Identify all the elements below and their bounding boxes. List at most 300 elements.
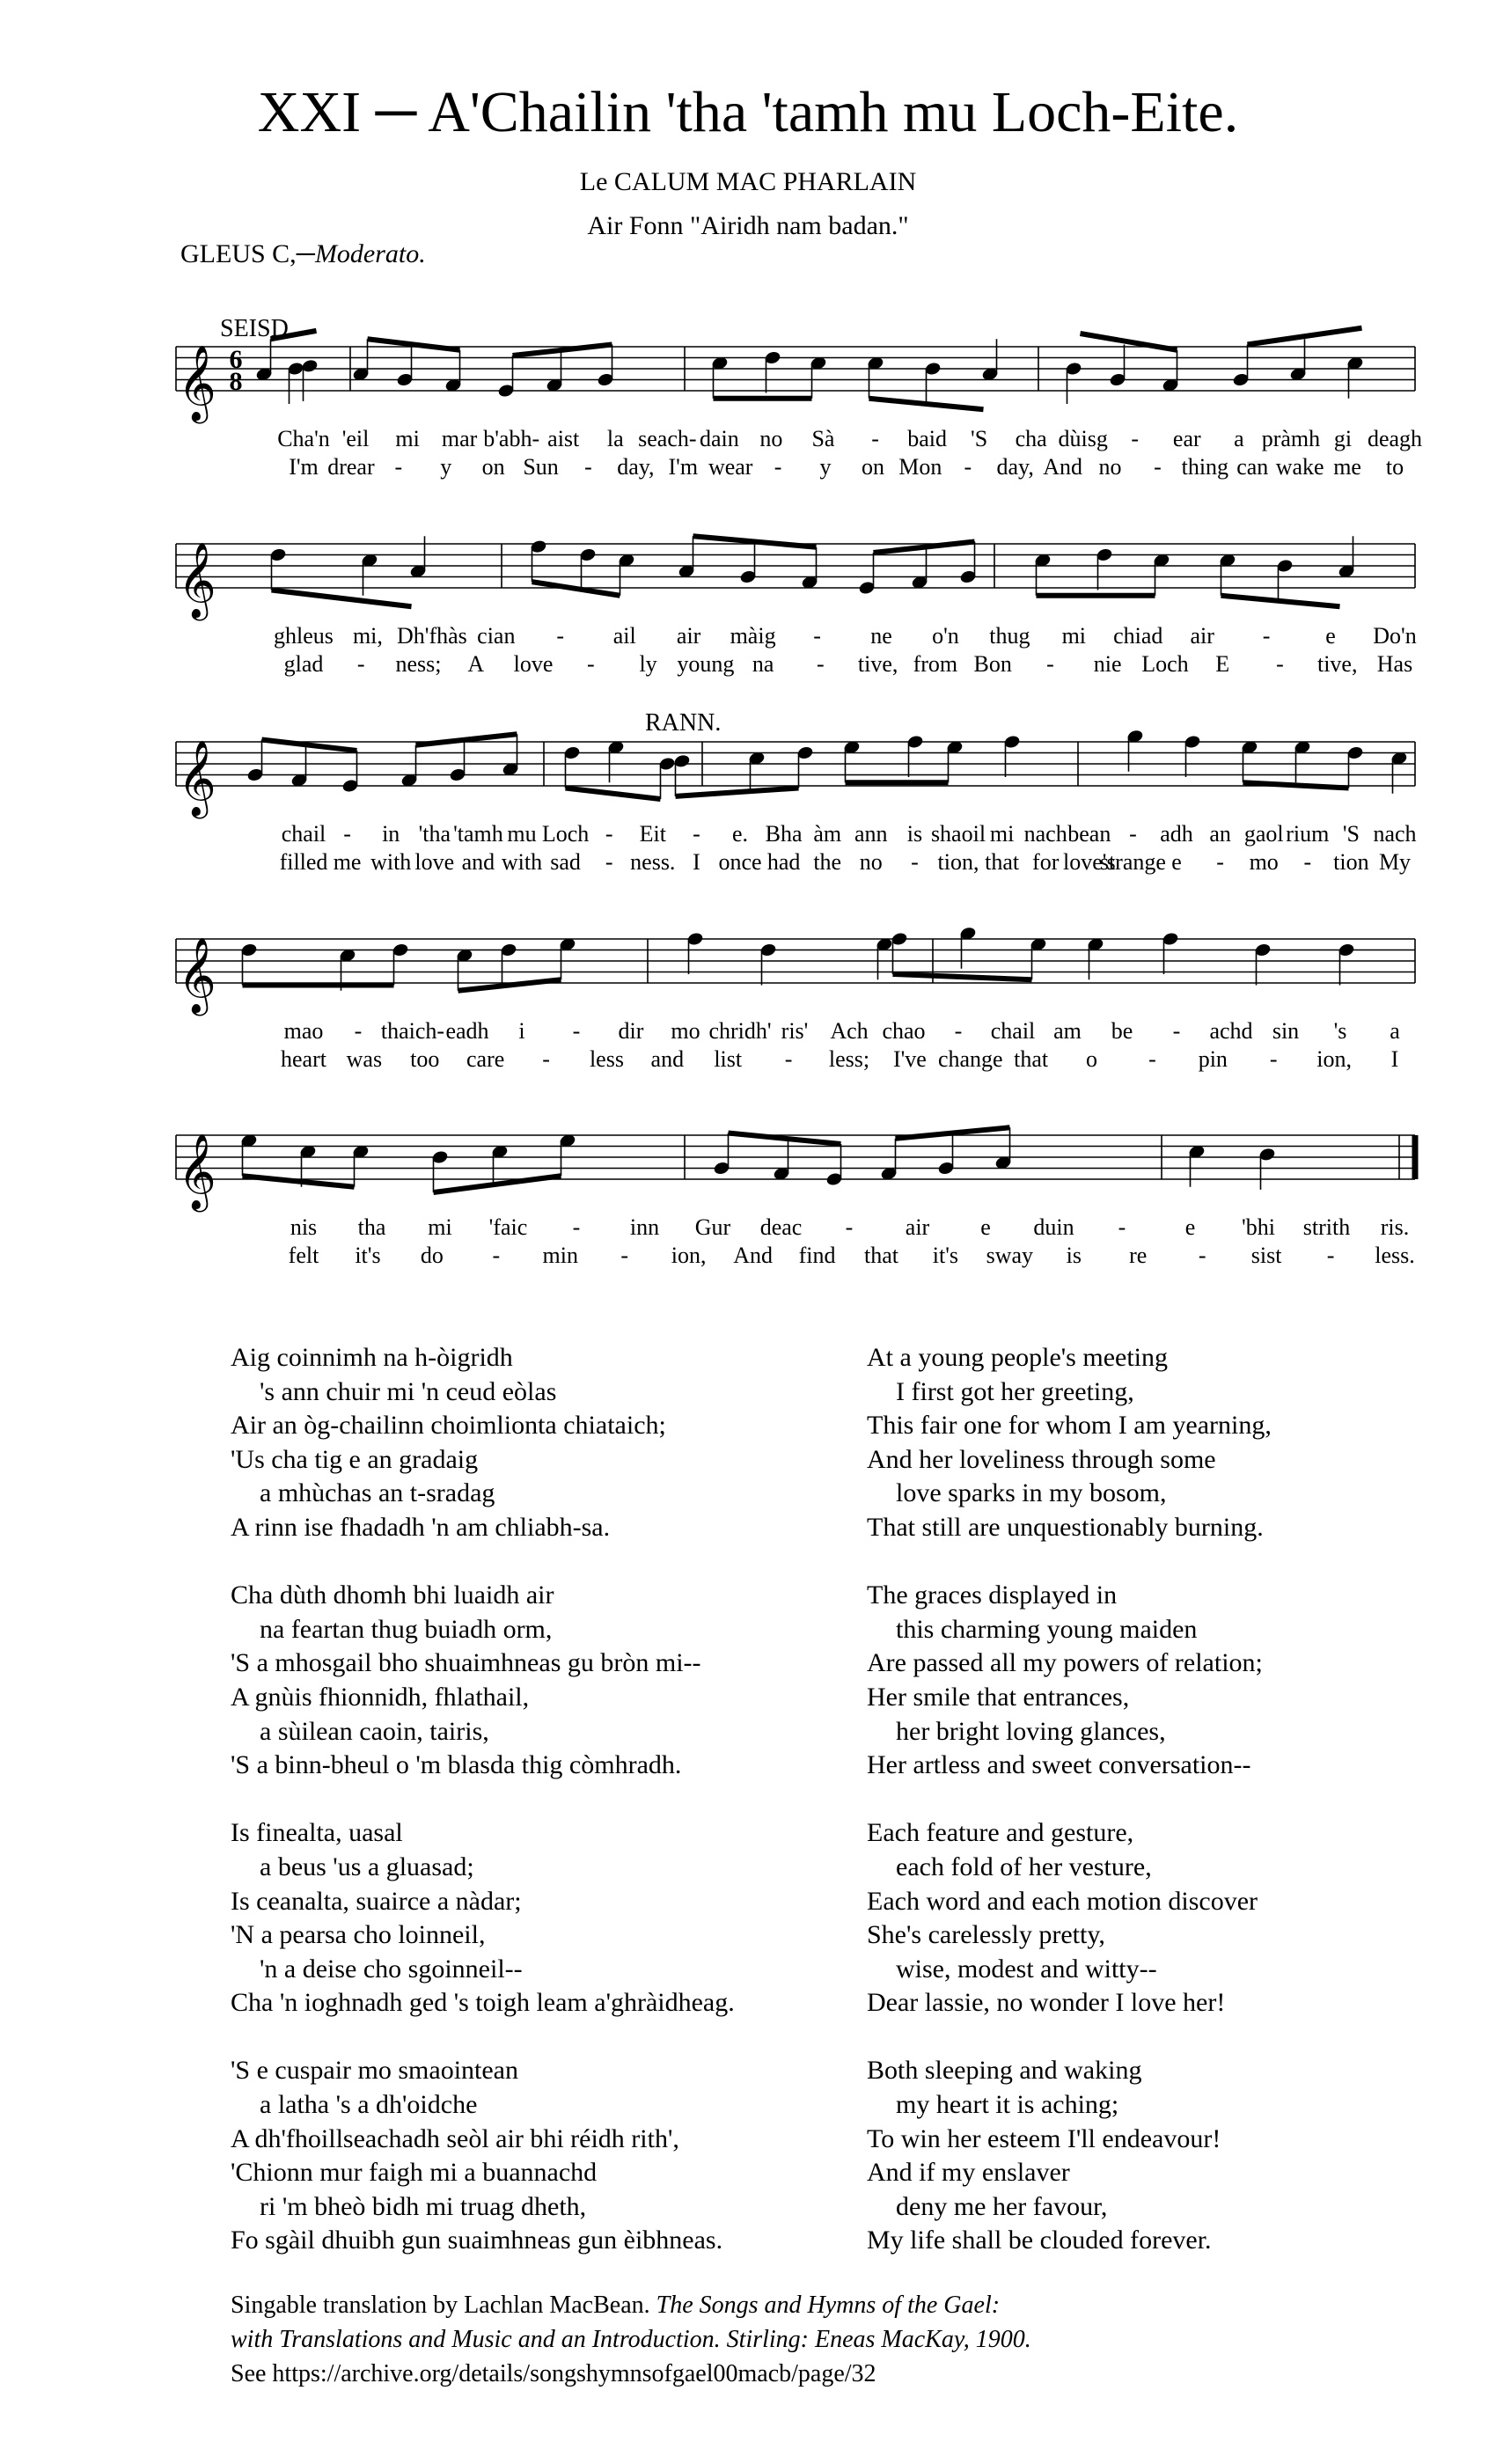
verse-line: 'S e cuspair mo smaointean	[231, 2056, 518, 2086]
lyric-syllable: -	[605, 849, 613, 875]
key-label: GLEUS C,─	[180, 239, 315, 268]
verse-line: Is ceanalta, suairce a nàdar;	[231, 1886, 522, 1916]
lyric-syllable: had	[766, 849, 801, 875]
beam	[566, 788, 661, 800]
lyric-syllable: inn	[629, 1214, 660, 1240]
lyric-syllable: no	[759, 426, 783, 451]
beam	[676, 788, 799, 796]
lyric-syllable: mi,	[352, 623, 383, 649]
lyric-syllable: Eit	[639, 821, 666, 847]
verse-line: Her artless and sweet conversation--	[867, 1750, 1251, 1780]
lyric-syllable: ear	[1172, 426, 1201, 451]
beam	[368, 339, 460, 350]
lyric-syllable: -	[356, 651, 365, 677]
lyric-syllable: 'S	[1342, 821, 1360, 847]
lyric-syllable: I'm	[289, 454, 319, 480]
lyric-syllable: gi	[1333, 426, 1353, 451]
lyric-syllable: and	[461, 849, 495, 875]
lyric-syllable: Dh'fhàs	[396, 623, 467, 649]
lyric-syllable: mo	[671, 1018, 700, 1044]
tempo-marking: Moderato.	[314, 239, 426, 268]
lyric-syllable: -	[1262, 623, 1271, 649]
lyric-syllable: Bha	[765, 821, 803, 847]
gaelic-stanza	[231, 1816, 735, 2020]
lyric-syllable: is	[906, 821, 923, 847]
lyric-syllable: o'n	[932, 623, 959, 649]
verse-line: 'N a pearsa cho loinneil,	[231, 1920, 486, 1950]
lyric-syllable: no	[1098, 454, 1122, 480]
lyric-syllable: with	[370, 849, 412, 875]
lyric-syllable: love	[414, 849, 455, 875]
verse-line: a sùilean caoin, tairis,	[260, 1716, 489, 1746]
lyric-syllable: màig	[730, 623, 776, 649]
song-author: Le CALUM MAC PHARLAIN	[579, 167, 917, 196]
lyric-syllable: felt	[288, 1243, 319, 1268]
lyric-syllable: duin	[1033, 1214, 1074, 1240]
lyric-syllable: min	[542, 1243, 578, 1268]
lyric-syllable: too	[410, 1046, 440, 1072]
lyric-syllable: mi	[1061, 623, 1087, 649]
verse-line: a latha 's a dh'oidche	[260, 2090, 478, 2120]
lyric-syllable: baid	[907, 426, 947, 451]
lyric-syllable: o	[1086, 1046, 1098, 1072]
lyric-syllable: to	[1385, 454, 1404, 480]
verse-line: Each feature and gesture,	[867, 1818, 1134, 1848]
lyric-syllable: ion,	[671, 1243, 707, 1268]
verse-line: This fair one for whom I am yearning,	[867, 1411, 1272, 1441]
gaelic-stanza	[231, 1579, 735, 1783]
lyric-syllable: -	[817, 651, 825, 677]
lyric-syllable: -	[1148, 1046, 1156, 1072]
lyric-syllable: e	[1171, 849, 1182, 875]
lyric-syllable: it's	[355, 1243, 381, 1268]
lyric-syllable: sway	[986, 1243, 1034, 1268]
lyric-syllable: on	[481, 454, 505, 480]
english-stanza	[867, 1579, 1272, 1783]
lyric-syllable: me	[1333, 454, 1361, 480]
book-details: with Translations and Music and an Introduction. Stirling: Eneas MacKay, 1900.	[231, 2326, 1031, 2353]
english-stanza	[867, 1341, 1272, 1545]
lyric-syllable: tive,	[1316, 651, 1358, 677]
lyric-syllable: filled	[279, 849, 328, 875]
lyric-syllable: -	[572, 1018, 581, 1044]
english-stanza	[867, 1816, 1272, 2020]
source-citation	[231, 2288, 1031, 2391]
verse-line: Cha dùth dhomh bhi luaidh air	[231, 1580, 554, 1610]
verse-line: 'Chionn mur faigh mi a buannachd	[231, 2158, 598, 2188]
lyric-syllable: 'tha	[418, 821, 451, 847]
lyric-syllable: -	[845, 1214, 854, 1240]
gaelic-stanza	[231, 1341, 735, 1545]
lyric-syllable: adh	[1160, 821, 1193, 847]
lyric-syllable: deac	[759, 1214, 803, 1240]
lyric-syllable: cian	[477, 623, 516, 649]
lyric-syllable: -	[964, 454, 972, 480]
lyric-syllable: is	[1066, 1243, 1082, 1268]
lyric-syllable: seach-	[638, 426, 697, 451]
lyric-syllable: drear	[327, 454, 375, 480]
beam	[1081, 334, 1177, 350]
lyric-syllable: an	[1209, 821, 1231, 847]
lyric-syllable: ghleus	[274, 623, 334, 649]
lyric-syllable: -	[572, 1214, 581, 1240]
lyric-syllable: tion	[1333, 849, 1369, 875]
lyric-syllable: once	[718, 849, 762, 875]
lyric-syllable: A	[467, 651, 485, 677]
lyric-syllable: chridh'	[708, 1018, 772, 1044]
lyric-syllable: -	[1154, 454, 1162, 480]
lyric-syllable: do	[420, 1243, 444, 1268]
lyric-syllable: -	[693, 821, 700, 847]
lyric-syllable: y	[819, 454, 832, 480]
verse-line: That still are unquestionably burning.	[867, 1512, 1264, 1542]
lyric-syllable: sad	[550, 849, 581, 875]
treble-clef-icon: 𝄞	[178, 937, 216, 1013]
lyric-syllable: day,	[617, 454, 655, 480]
verse-line: wise, modest and witty--	[896, 1954, 1157, 1984]
verse-line: 'S a binn-bheul o 'm blasda thig còmhradh.	[231, 1750, 682, 1780]
lyric-syllable: chiad	[1113, 623, 1163, 649]
lyric-syllable: -	[954, 1018, 963, 1044]
lyric-syllable: heart	[281, 1046, 326, 1072]
lyric-syllable: Bon	[973, 651, 1012, 677]
lyric-syllable: find	[798, 1243, 836, 1268]
lyric-syllable: mi	[428, 1214, 452, 1240]
lyric-syllable: la	[606, 426, 624, 451]
verse-line: 'n a deise cho sgoinneil--	[260, 1954, 523, 1984]
lyric-syllable: cha	[1015, 426, 1047, 451]
lyric-syllable: 'tamh	[453, 821, 503, 847]
verse-line: Fo sgàil dhuibh gun suaimhneas gun èibhneas.	[231, 2226, 723, 2255]
verse-line: a beus 'us a gluasad;	[260, 1852, 474, 1881]
lyric-syllable: less	[589, 1046, 624, 1072]
lyric-syllable: -	[343, 821, 351, 847]
verse-line: A dh'fhoillseachadh seòl air bhi réidh rith',	[231, 2123, 679, 2153]
lyric-syllable: can	[1236, 454, 1269, 480]
lyric-syllable: chail	[990, 1018, 1036, 1044]
section-label-seisd: SEISD.	[220, 315, 295, 342]
time-signature-bottom: 8	[229, 367, 243, 396]
beam	[272, 590, 412, 607]
citation-line-3: See https://archive.org/details/songshymnsofgael00macb/page/32	[231, 2360, 876, 2387]
lyric-syllable: ness.	[630, 849, 676, 875]
verse-line: her bright loving glances,	[896, 1716, 1166, 1746]
lyric-syllable: -	[584, 454, 592, 480]
verse-line: my heart it is aching;	[896, 2090, 1119, 2120]
tune-name: Air Fonn "Airidh nam badan."	[587, 211, 909, 240]
lyric-syllable: aist	[547, 426, 580, 451]
beam	[243, 1176, 355, 1187]
lyric-syllable: sist	[1250, 1243, 1282, 1268]
lyric-syllable: Mon	[898, 454, 942, 480]
treble-clef-icon: 𝄞	[178, 542, 216, 618]
verse-line: A gnùis fhionnidh, fhlathail,	[231, 1682, 530, 1712]
lyric-syllable: for	[1032, 849, 1060, 875]
beam	[416, 734, 517, 745]
verse-line: And her loveliness through some	[867, 1444, 1216, 1474]
lyric-syllable: àm	[813, 821, 842, 847]
lyric-syllable: -	[605, 821, 613, 847]
verse-line: I first got her greeting,	[896, 1376, 1134, 1406]
citation-line-2	[231, 2322, 1031, 2357]
citation-line-1	[231, 2288, 1031, 2322]
verse-line: ri 'm bheò bidh mi truag dheth,	[260, 2191, 587, 2221]
lyric-syllable: -	[620, 1243, 629, 1268]
lyric-syllable: -	[586, 651, 595, 677]
lyric-syllable: Sun	[523, 454, 559, 480]
lyric-syllable: air	[1190, 623, 1214, 649]
lyric-syllable: air	[905, 1214, 930, 1240]
lyric-syllable: thaich-	[380, 1018, 445, 1044]
lyric-syllable: 'faic	[488, 1214, 528, 1240]
lyric-syllable: mi	[395, 426, 420, 451]
lyric-syllable: air	[676, 623, 701, 649]
book-title: The Songs and Hymns of the Gael:	[656, 2292, 1001, 2319]
verse-line: At a young people's meeting	[867, 1343, 1168, 1372]
lyric-syllable: nis	[290, 1214, 318, 1240]
lyric-syllable: -	[1276, 651, 1284, 677]
lyric-syllable: ris.	[1380, 1214, 1410, 1240]
lyric-syllable: ly	[639, 651, 657, 677]
lyric-syllable: Ach	[830, 1018, 869, 1044]
lyric-syllable: b'abh-	[483, 426, 540, 451]
verse-line: Dear lassie, no wonder I love her!	[867, 1988, 1226, 2018]
lyric-syllable: ann	[854, 821, 888, 847]
lyric-syllable: re	[1129, 1243, 1148, 1268]
lyric-syllable: ne	[870, 623, 892, 649]
lyric-syllable: Has	[1376, 651, 1413, 677]
lyric-syllable: 's	[1333, 1018, 1347, 1044]
lyric-syllable: e	[1325, 623, 1336, 649]
lyric-syllable: in	[382, 821, 400, 847]
verse-line: a mhùchas an t-sradag	[260, 1478, 495, 1508]
gaelic-stanza	[231, 2054, 735, 2258]
lyric-syllable: mao	[283, 1018, 324, 1044]
lyric-syllable: ness;	[395, 651, 442, 677]
lyric-syllable: strith	[1302, 1214, 1351, 1240]
verse-line: And if my enslaver	[867, 2158, 1070, 2188]
lyric-syllable: it's	[932, 1243, 959, 1268]
english-verses	[867, 1341, 1272, 2292]
lyric-syllable: mi	[989, 821, 1015, 847]
lyric-syllable: -	[1118, 1214, 1126, 1240]
lyric-syllable: pràmh	[1261, 426, 1321, 451]
lyric-syllable: -	[556, 623, 565, 649]
lyric-syllable: -	[394, 454, 403, 480]
lyric-syllable: i	[518, 1018, 525, 1044]
lyric-syllable: strange	[1099, 849, 1166, 875]
verse-line: Aig coinnimh na h-òigridh	[231, 1343, 513, 1372]
lyric-syllable: -	[542, 1046, 550, 1072]
verse-line: each fold of her vesture,	[896, 1852, 1152, 1881]
lyric-syllable: And	[733, 1243, 773, 1268]
lyric-syllable: thug	[989, 623, 1030, 649]
lyric-syllable: wear	[708, 454, 753, 480]
verse-line: To win her esteem I'll endeavour!	[867, 2123, 1221, 2153]
lyric-syllable: love's	[1063, 849, 1116, 875]
lyric-syllable: mu	[507, 821, 537, 847]
lyric-syllable: love	[513, 651, 554, 677]
lyric-syllable: with	[501, 849, 543, 875]
lyric-syllable: a	[1234, 426, 1244, 451]
lyric-syllable: from	[913, 651, 958, 677]
lyric-syllable: deagh	[1367, 426, 1423, 451]
lyric-syllable: rium	[1286, 821, 1330, 847]
lyric-syllable: -	[813, 623, 821, 649]
lyric-syllable: dùisg	[1058, 426, 1108, 451]
lyric-syllable: thing	[1181, 454, 1229, 480]
lyric-syllable: was	[346, 1046, 383, 1072]
lyric-syllable: e	[1184, 1214, 1196, 1240]
lyric-syllable: change	[937, 1046, 1003, 1072]
lyric-syllable: Loch	[541, 821, 590, 847]
lyric-syllable: tha	[357, 1214, 386, 1240]
lyric-syllable: that	[985, 849, 1020, 875]
verse-line: Her smile that entrances,	[867, 1682, 1130, 1712]
lyric-syllable: 'S	[971, 426, 988, 451]
lyric-syllable: and	[650, 1046, 685, 1072]
lyric-syllable: 'bhi	[1242, 1214, 1275, 1240]
lyric-syllable: dain	[699, 426, 739, 451]
lyric-syllable: I	[1390, 1046, 1399, 1072]
lyric-syllable: -	[1172, 1018, 1181, 1044]
lyric-syllable: tion,	[937, 849, 979, 875]
lyric-syllable: glad	[283, 651, 324, 677]
lyric-syllable: I	[693, 849, 700, 875]
lyric-syllable: shaoil	[930, 821, 986, 847]
section-label-rann: RANN.	[645, 709, 722, 737]
lyric-syllable: And	[1043, 454, 1082, 480]
verse-line: 's ann chuir mi 'n ceud eòlas	[260, 1376, 557, 1406]
lyric-syllable: me	[333, 849, 362, 875]
lyric-syllable: -	[774, 454, 782, 480]
lyric-syllable: e	[980, 1214, 991, 1240]
beam	[1243, 782, 1349, 788]
lyric-syllable: dir	[618, 1018, 644, 1044]
verse-line: na feartan thug buiadh orm,	[260, 1614, 553, 1644]
lyric-syllable: tive,	[857, 651, 898, 677]
verse-line: deny me her favour,	[896, 2191, 1108, 2221]
lyric-syllable: list	[714, 1046, 743, 1072]
english-stanza	[867, 2054, 1272, 2258]
verse-line: Are passed all my powers of relation;	[867, 1648, 1263, 1678]
lyric-syllable: -	[1303, 849, 1312, 875]
beam	[532, 582, 620, 596]
lyric-syllable: eadh	[445, 1018, 489, 1044]
lyric-syllable: achd	[1209, 1018, 1253, 1044]
lyric-syllable: nach	[1023, 821, 1067, 847]
lyric-syllable: ail	[612, 623, 636, 649]
lyric-syllable: nie	[1093, 651, 1122, 677]
lyric-syllable: bean	[1067, 821, 1111, 847]
lyric-syllable: chao	[882, 1018, 926, 1044]
beam	[458, 979, 561, 991]
verse-line: The graces displayed in	[867, 1580, 1118, 1610]
lyric-syllable: no	[859, 849, 883, 875]
verse-line: She's carelessly pretty,	[867, 1920, 1105, 1950]
verse-line: My life shall be clouded forever.	[867, 2226, 1212, 2255]
lyric-syllable: pin	[1198, 1046, 1228, 1072]
lyric-syllable: I've	[892, 1046, 927, 1072]
beam	[434, 1176, 561, 1192]
lyric-syllable: -	[1129, 821, 1137, 847]
lyric-syllable: Sà	[811, 426, 835, 451]
lyric-syllable: ris'	[781, 1018, 809, 1044]
lyric-syllable: -	[1216, 849, 1224, 875]
lyric-syllable: care	[466, 1046, 505, 1072]
verse-line: 'S a mhosgail bho shuaimhneas gu bròn mi--	[231, 1648, 701, 1678]
lyric-syllable: be	[1111, 1018, 1133, 1044]
verse-line: this charming young maiden	[896, 1614, 1198, 1644]
lyric-syllable: Cha'n	[277, 426, 330, 451]
verse-line: 'Us cha tig e an gradaig	[231, 1444, 479, 1474]
song-title: XXI ─ A'Chailin 'tha 'tamh mu Loch-Eite.	[257, 80, 1239, 144]
lyric-syllable: -	[1046, 651, 1054, 677]
lyric-syllable: Loch	[1141, 651, 1189, 677]
lyric-syllable: e.	[731, 821, 749, 847]
verse-line: Air an òg-chailinn choimlionta chiataich;	[231, 1411, 666, 1441]
lyric-syllable: that	[863, 1243, 898, 1268]
lyric-syllable: gaol	[1243, 821, 1284, 847]
lyric-syllable: -	[871, 426, 879, 451]
lyric-syllable: mo	[1249, 849, 1279, 875]
lyric-syllable: less.	[1375, 1243, 1415, 1268]
lyric-syllable: less;	[828, 1046, 870, 1072]
verse-line: Each word and each motion discover	[867, 1886, 1258, 1916]
lyric-syllable: am	[1053, 1018, 1082, 1044]
beam	[1221, 596, 1340, 607]
lyric-syllable: E	[1215, 651, 1230, 677]
time-signature-top: 6	[229, 345, 243, 374]
lyric-syllable: sin	[1272, 1018, 1300, 1044]
treble-clef-icon: 𝄞	[178, 740, 216, 816]
verse-line: A rinn ise fhadadh 'n am chliabh-sa.	[231, 1512, 611, 1542]
lyric-syllable: day,	[996, 454, 1034, 480]
verse-line: Both sleeping and waking	[867, 2056, 1142, 2086]
lyric-syllable: Gur	[694, 1214, 731, 1240]
lyric-syllable: chail	[281, 821, 326, 847]
lyric-syllable: wake	[1275, 454, 1324, 480]
lyric-syllable: -	[911, 849, 919, 875]
lyric-syllable: -	[1198, 1243, 1206, 1268]
lyric-syllable: that	[1014, 1046, 1049, 1072]
lyric-syllable: young	[677, 651, 735, 677]
lyric-syllable: a	[1390, 1018, 1400, 1044]
lyric-syllable: -	[1326, 1243, 1335, 1268]
lyric-syllable: nach	[1373, 821, 1417, 847]
lyric-syllable: Do'n	[1373, 623, 1417, 649]
verse-line: love sparks in my bosom,	[896, 1478, 1167, 1508]
lyric-syllable: -	[1131, 426, 1140, 451]
lyric-syllable: on	[861, 454, 884, 480]
treble-clef-icon: 𝄞	[178, 1133, 216, 1209]
treble-clef-icon: 𝄞	[178, 345, 216, 421]
lyric-syllable: the	[813, 849, 842, 875]
lyric-syllable: My	[1378, 849, 1412, 875]
lyric-syllable: -	[354, 1018, 363, 1044]
verse-line: Cha 'n ioghnadh ged 's toigh leam a'ghràidheag.	[231, 1988, 735, 2018]
beam	[893, 974, 1032, 979]
lyric-syllable: I'm	[668, 454, 699, 480]
lyric-syllable: na	[752, 651, 774, 677]
lyric-syllable: -	[784, 1046, 793, 1072]
lyric-syllable: -	[492, 1243, 501, 1268]
lyric-syllable: y	[440, 454, 452, 480]
gaelic-verses	[231, 1341, 735, 2292]
translation-credit: Singable translation by Lachlan MacBean.	[231, 2292, 650, 2319]
verse-line: Is finealta, uasal	[231, 1818, 403, 1848]
lyric-syllable: mar	[441, 426, 478, 451]
